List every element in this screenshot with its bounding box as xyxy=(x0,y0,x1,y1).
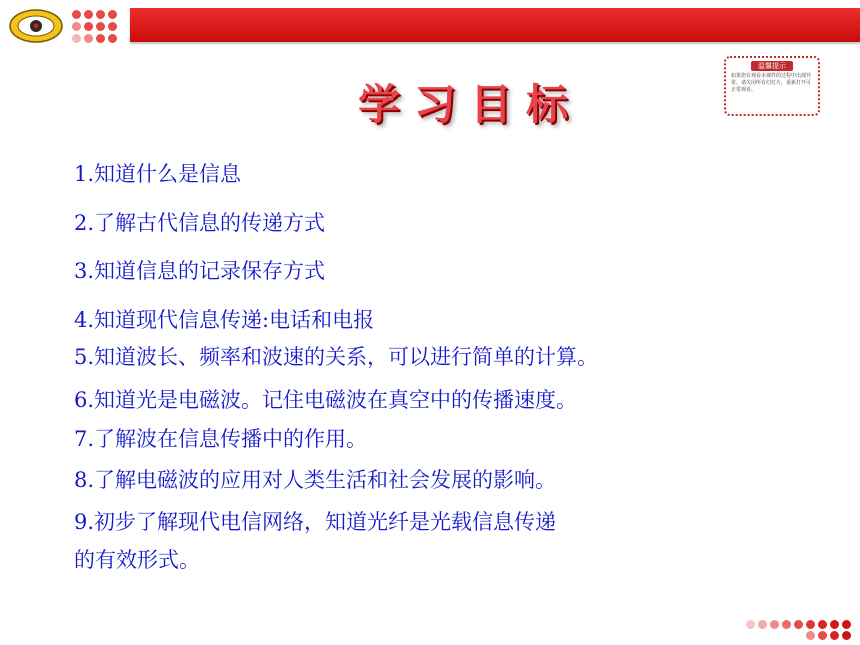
tip-text: 如果您在观看本课件的过程中出现异常，请关闭所有幻灯片，重新打开可正常观看。 xyxy=(731,73,812,93)
objective-item: 5.知道波长、频率和波速的关系，可以进行简单的计算。 xyxy=(74,345,599,369)
top-red-bar xyxy=(130,8,860,42)
decorative-dots-bottom xyxy=(746,614,856,638)
objective-item: 1.知道什么是信息 xyxy=(74,162,242,186)
tip-title: 温馨提示 xyxy=(751,61,793,71)
objective-item: 2.了解古代信息的传递方式 xyxy=(74,211,326,235)
objective-item: 7.了解波在信息传播中的作用。 xyxy=(74,427,368,451)
school-emblem-icon xyxy=(8,8,64,44)
objective-item: 9.初步了解现代电信网络，知道光纤是光载信息传递 xyxy=(74,510,557,534)
objective-item: 8.了解电磁波的应用对人类生活和社会发展的影响。 xyxy=(74,468,557,492)
objective-item: 的有效形式。 xyxy=(74,548,200,572)
tip-box xyxy=(724,56,820,116)
objective-item: 4.知道现代信息传递:电话和电报 xyxy=(74,308,375,332)
objective-item: 3.知道信息的记录保存方式 xyxy=(74,259,326,283)
slide-title: 学习目标 xyxy=(357,80,582,129)
objective-item: 6.知道光是电磁波。记住电磁波在真空中的传播速度。 xyxy=(74,388,578,412)
